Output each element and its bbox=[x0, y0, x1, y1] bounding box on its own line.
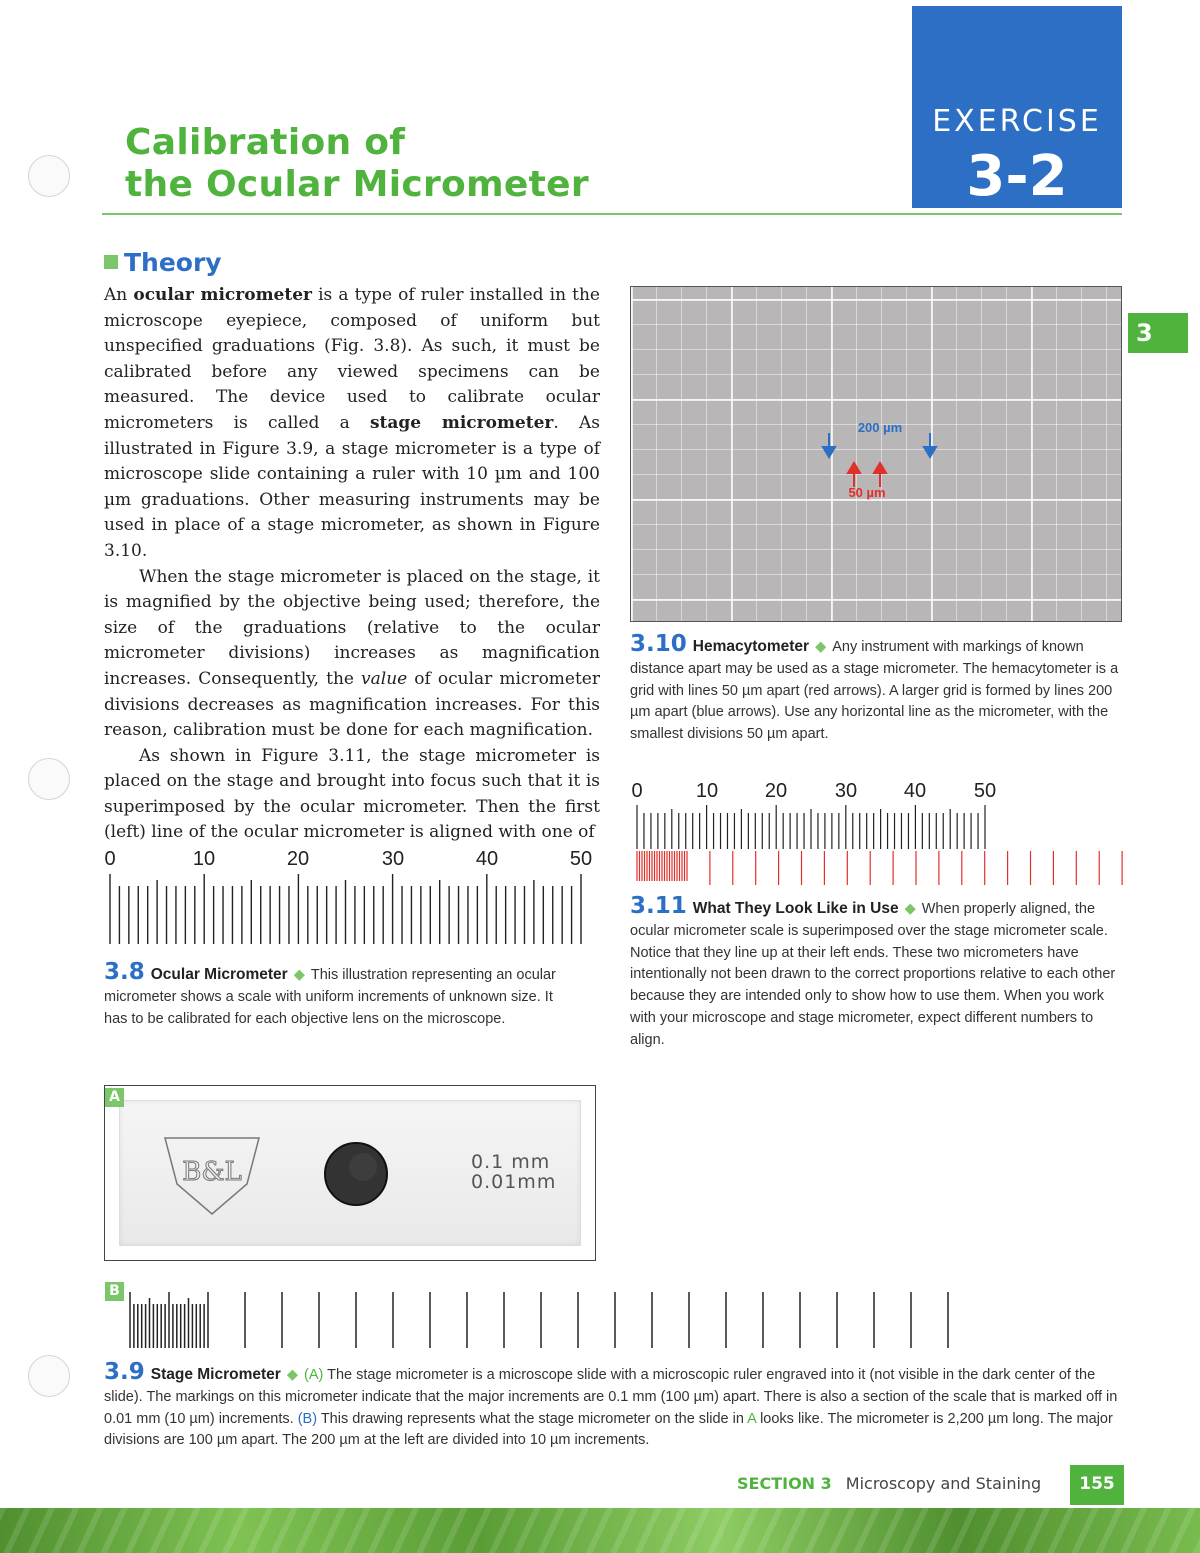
footer-section bbox=[737, 1474, 1041, 1493]
panel-label-b: B bbox=[105, 1282, 124, 1301]
fig-3-10-text: Any instrument with markings of known distance apart may be used as a stage micrometer. The hemacytometer is a grid with lines 50 µm apart (red arrows). A larger grid is formed by lines 200 µm apart (blue arrows). Use any horizontal line as the micrometer, with the smallest divisions 50 µm apart. bbox=[630, 639, 1119, 743]
red-arrow-icon bbox=[874, 463, 886, 487]
binder-hole bbox=[28, 758, 70, 800]
fig-3-8-caption bbox=[104, 959, 579, 1030]
theory-paragraph-3: As shown in Figure 3.11, the stage micrometer is placed on the stage and brought into focus such that it is superimposed by the ocular micrometer. Then the first (left) line of the ocular micrometer is aligned with one of bbox=[104, 745, 600, 843]
diamond-icon: ◆ bbox=[293, 967, 305, 983]
title-line-1: Calibration of bbox=[125, 122, 406, 163]
term-value: value bbox=[361, 668, 408, 689]
fig-3-11-text: When properly aligned, the ocular micrometer scale is superimposed over the stage micrometer scale. Notice that they line up at their left ends. These two micrometers have intentionally not been drawn to the correct proportions relative to each other because they are intended only to show how to use them. When you work with your microscope and stage micrometer, expect different numbers to align. bbox=[630, 901, 1116, 1048]
fig-3-10-number: 3.10 bbox=[630, 631, 687, 657]
theory-paragraph-2 bbox=[104, 565, 600, 744]
term-stage-micrometer: stage micrometer bbox=[369, 412, 554, 433]
fig-3-10-heading: Hemacytometer bbox=[692, 638, 810, 655]
logo-text: B&L bbox=[182, 1157, 242, 1187]
blue-arrow-icon bbox=[924, 433, 936, 457]
slide-engraving-line-2: 0.01mm bbox=[471, 1171, 557, 1193]
diamond-icon: ◆ bbox=[904, 901, 916, 917]
slide-center-dot bbox=[323, 1141, 389, 1207]
fig-3-9-text-c: looks like. The micrometer is 2,200 µm long. The major divisions are 100 µm apart. The 200 µm at the left are divided into 10 µm increments. bbox=[104, 1410, 1113, 1449]
fig-3-10-caption bbox=[630, 631, 1122, 746]
page-number: 155 bbox=[1070, 1465, 1124, 1505]
scale-label: 40 bbox=[903, 780, 927, 802]
scale-label: 20 bbox=[286, 848, 310, 870]
footer-section-title: Microscopy and Staining bbox=[845, 1474, 1042, 1493]
slide-engraving bbox=[471, 1152, 556, 1192]
decorative-footer-band bbox=[0, 1508, 1200, 1553]
fig-3-9-heading: Stage Micrometer bbox=[150, 1366, 281, 1383]
header-rule bbox=[102, 213, 1122, 215]
fig-3-11-heading: What They Look Like in Use bbox=[692, 900, 899, 917]
page-title bbox=[125, 122, 589, 206]
binder-hole bbox=[28, 155, 70, 197]
exercise-word: EXERCISE bbox=[932, 104, 1102, 139]
p1-text-c: is a type of ruler installed in the microscope eyepiece, composed of uniform but unspecified graduations (Fig. 3.8). As such, it must be calibrated before any viewed specimens can be measured. The device used to calibrate ocular micrometers is called a bbox=[104, 285, 600, 433]
blue-measure-label: 200 µm bbox=[857, 420, 903, 435]
term-ocular-micrometer: ocular micrometer bbox=[133, 285, 312, 305]
fig-3-11-caption bbox=[630, 893, 1122, 1052]
scale-label: 0 bbox=[104, 848, 116, 870]
red-arrow-icon bbox=[848, 463, 860, 487]
scale-label: 10 bbox=[192, 848, 216, 870]
theory-heading bbox=[104, 248, 222, 277]
p2-text-c: of ocular micrometer divisions decreases as magnification increases. For this reason, calibration must be done for each magnification. bbox=[104, 668, 600, 741]
red-measure-label: 50 µm bbox=[848, 485, 886, 500]
theory-body bbox=[104, 283, 600, 846]
theory-paragraph-1 bbox=[104, 283, 600, 565]
p1-text-a: An bbox=[104, 285, 134, 305]
scale-label: 30 bbox=[834, 780, 858, 802]
p2-text-a: When the stage micrometer is placed on the stage, it is magnified by the objective being used; therefore, the size of the graduations (relative to the ocular micrometer divisions) increases as magnification increases. Consequently, the bbox=[104, 566, 600, 689]
heading-square-icon bbox=[104, 255, 118, 269]
blue-arrow-icon bbox=[823, 433, 835, 457]
section-tab: 3 bbox=[1128, 313, 1188, 353]
ref-a: (A) bbox=[303, 1367, 324, 1383]
ref-a2: A bbox=[747, 1410, 757, 1427]
fig-3-8-number: 3.8 bbox=[104, 959, 145, 985]
scale-label: 0 bbox=[631, 780, 643, 802]
footer-section-label: SECTION 3 bbox=[737, 1474, 832, 1493]
superimposed-scale-svg bbox=[630, 805, 1125, 890]
fig-3-9-text-a: The stage micrometer is a microscope slide with a microscopic ruler engraved into it (not visible in the dark center of the slide). The markings on this micrometer indicate that the major increments are 0.1 mm (100 µm) apart. There is also a section of the scale that is marked off in 0.01 mm (10 µm) increments. bbox=[104, 1367, 1118, 1427]
scale-label: 50 bbox=[973, 780, 997, 802]
scale-label: 10 bbox=[695, 780, 719, 802]
stage-micrometer-drawing bbox=[126, 1292, 956, 1352]
hemacytometer-photo bbox=[630, 286, 1122, 622]
fig-3-8-text: This illustration representing an ocular micrometer shows a scale with uniform increments of unknown size. It has to be calibrated for each objective lens on the microscope. bbox=[104, 967, 556, 1027]
scale-label: 50 bbox=[569, 848, 593, 870]
hemacytometer-arrows bbox=[631, 287, 1123, 623]
diamond-icon: ◆ bbox=[815, 639, 827, 655]
title-line-2: the Ocular Micrometer bbox=[125, 164, 589, 205]
stage-micrometer-photo bbox=[104, 1085, 596, 1261]
fig-3-11-number: 3.11 bbox=[630, 893, 687, 919]
fig-3-9-number: 3.9 bbox=[104, 1359, 145, 1385]
panel-label-a: A bbox=[105, 1088, 124, 1107]
fig-3-9-caption bbox=[104, 1359, 1126, 1452]
scale-label: 40 bbox=[475, 848, 499, 870]
ref-b: (B) bbox=[297, 1410, 318, 1427]
exercise-number: 3-2 bbox=[966, 144, 1068, 209]
fig-3-8-heading: Ocular Micrometer bbox=[150, 966, 288, 983]
slide-engraving-line-1: 0.1 mm bbox=[471, 1151, 551, 1173]
p1-text-e: . As illustrated in Figure 3.9, a stage micrometer is a type of microscope slide containing a ruler with 10 µm and 100 µm graduations. Other measuring instruments may be used in place of a stage micrometer, as shown in Figure 3.10. bbox=[104, 412, 600, 561]
exercise-badge bbox=[912, 6, 1122, 208]
binder-hole bbox=[28, 1355, 70, 1397]
diamond-icon: ◆ bbox=[286, 1367, 298, 1383]
bl-logo-icon bbox=[157, 1132, 267, 1222]
ocular-scale-svg bbox=[100, 874, 600, 946]
scale-label: 20 bbox=[764, 780, 788, 802]
theory-heading-text: Theory bbox=[124, 248, 222, 277]
fig-3-9-text-b: This drawing represents what the stage micrometer on the slide in bbox=[320, 1410, 744, 1427]
scale-label: 30 bbox=[381, 848, 405, 870]
